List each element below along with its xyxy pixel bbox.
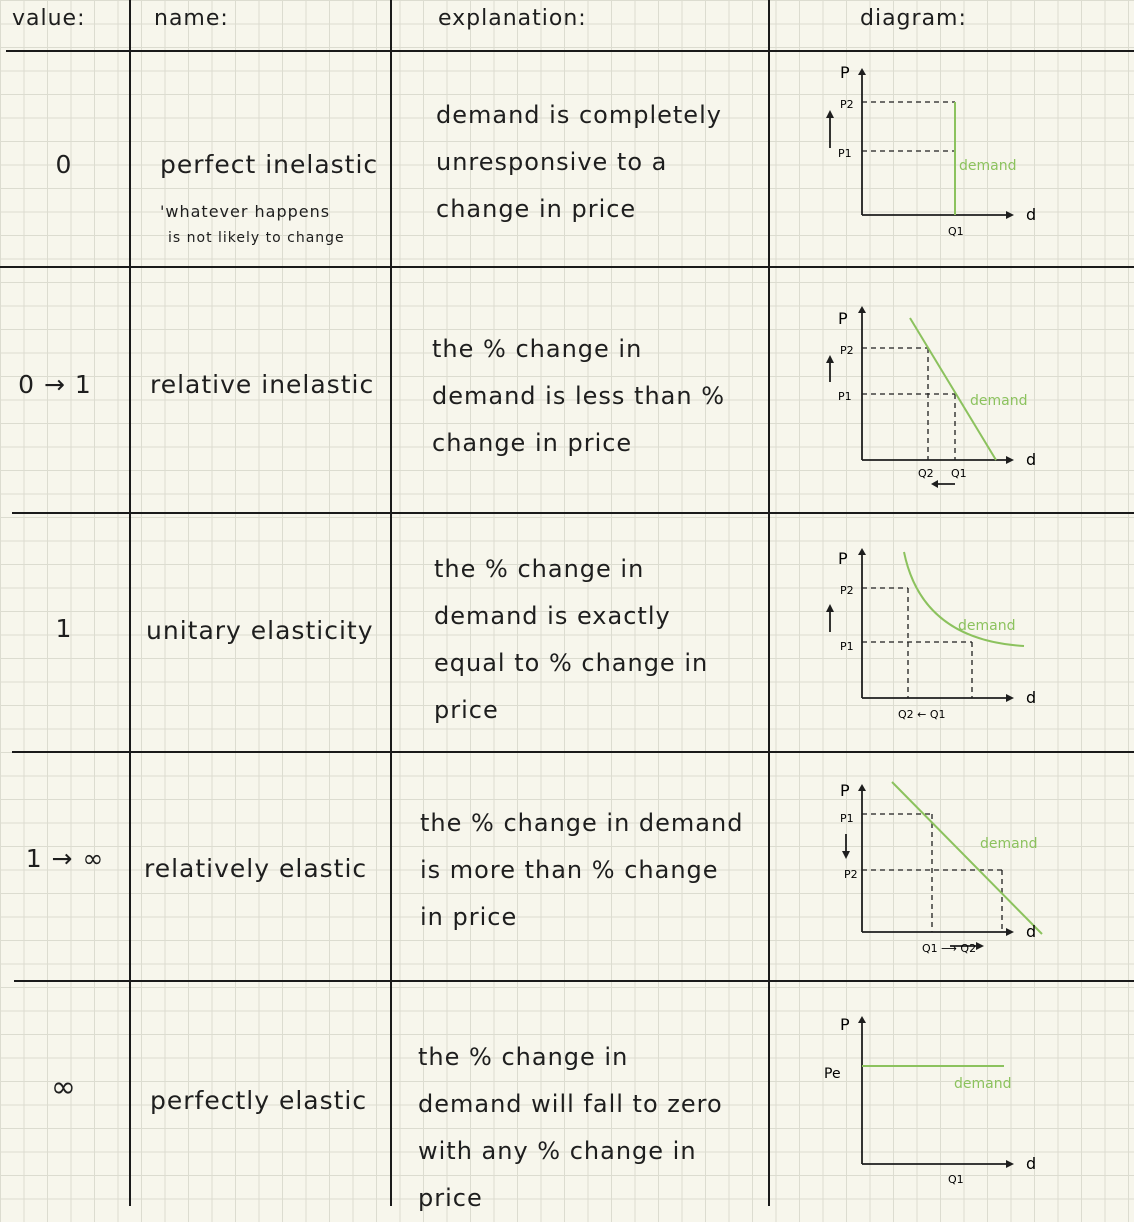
explanation-line: in price [420, 903, 518, 931]
explanation-line: equal to % change in [434, 649, 709, 677]
row-explanation [434, 546, 784, 734]
row-explanation [432, 326, 782, 467]
label-q1: Q1 [951, 467, 967, 480]
row-value: 0 → 1 [18, 370, 92, 399]
label-p1: P1 [838, 147, 852, 160]
row-rule [12, 512, 1134, 514]
row-value: 0 [55, 150, 73, 179]
row-rule [12, 751, 1134, 753]
explanation-line: with any % change in [418, 1137, 697, 1165]
diagram-perfect-inelastic [800, 60, 1060, 240]
explanation-line: change in price [432, 429, 633, 457]
axis-p: P [840, 63, 850, 82]
row-name: relative inelastic [150, 370, 375, 399]
header-rule [6, 50, 1134, 52]
label-pe: Pe [824, 1066, 841, 1082]
label-q: Q2 ← Q1 [898, 708, 946, 721]
explanation-line: price [418, 1184, 483, 1212]
header-name: name: [154, 6, 229, 31]
demand-label: demand [954, 1076, 1012, 1092]
diagram-relatively-elastic [800, 776, 1060, 966]
explanation-line: demand will fall to zero [418, 1090, 723, 1118]
row-rule [14, 980, 1134, 982]
row-note: is not likely to change [168, 230, 345, 246]
axis-p: P [840, 781, 850, 800]
axis-d: d [1026, 922, 1037, 941]
diagram-unitary-elasticity [800, 540, 1060, 730]
row-name: relatively elastic [144, 854, 368, 883]
label-p2: P2 [844, 868, 858, 881]
label-p1: P1 [840, 640, 854, 653]
label-p1: P1 [838, 390, 852, 403]
axis-d: d [1026, 205, 1037, 224]
demand-label: demand [958, 618, 1016, 634]
column-rule [129, 0, 131, 1206]
label-q: Q1 ⟶ Q2 [922, 942, 977, 955]
label-p2: P2 [840, 98, 854, 111]
row-value: 1 [55, 614, 73, 643]
axis-p: P [838, 549, 848, 568]
diagram-relative-inelastic [800, 298, 1060, 498]
label-q1: Q1 [948, 225, 964, 238]
demand-label: demand [980, 836, 1038, 852]
explanation-line: the % change in [418, 1043, 629, 1071]
explanation-line: change in price [436, 195, 637, 223]
axis-d: d [1026, 1154, 1037, 1173]
header-explanation: explanation: [438, 6, 587, 31]
header-diagram: diagram: [860, 6, 967, 31]
explanation-line: is more than % change [420, 856, 719, 884]
row-note: 'whatever happens [160, 202, 331, 221]
axis-d: d [1026, 688, 1037, 707]
label-q1: Q1 [948, 1173, 964, 1186]
row-rule [0, 266, 1134, 268]
diagram-perfectly-elastic [800, 1008, 1060, 1188]
label-p2: P2 [840, 584, 854, 597]
explanation-line: price [434, 696, 499, 724]
label-p2: P2 [840, 344, 854, 357]
explanation-line: demand is completely [436, 101, 722, 129]
row-name: unitary elasticity [146, 616, 374, 645]
axis-d: d [1026, 450, 1037, 469]
column-rule [390, 0, 392, 1206]
explanation-line: demand is less than % [432, 382, 726, 410]
demand-label: demand [970, 393, 1028, 409]
row-explanation [420, 800, 770, 941]
label-p1: P1 [840, 812, 854, 825]
row-explanation [418, 1034, 768, 1222]
row-value: ∞ [51, 1070, 77, 1105]
row-name: perfectly elastic [150, 1086, 368, 1115]
explanation-line: the % change in [432, 335, 643, 363]
explanation-line: the % change in demand [420, 809, 744, 837]
row-explanation [436, 92, 786, 233]
header-value: value: [12, 6, 86, 31]
explanation-line: demand is exactly [434, 602, 671, 630]
row-value: 1 → ∞ [25, 844, 105, 873]
explanation-line: unresponsive to a [436, 148, 668, 176]
label-q2: Q2 [918, 467, 934, 480]
explanation-line: the % change in [434, 555, 645, 583]
demand-label: demand [959, 158, 1017, 174]
row-name: perfect inelastic [160, 150, 379, 179]
axis-p: P [838, 309, 848, 328]
axis-p: P [840, 1015, 850, 1034]
